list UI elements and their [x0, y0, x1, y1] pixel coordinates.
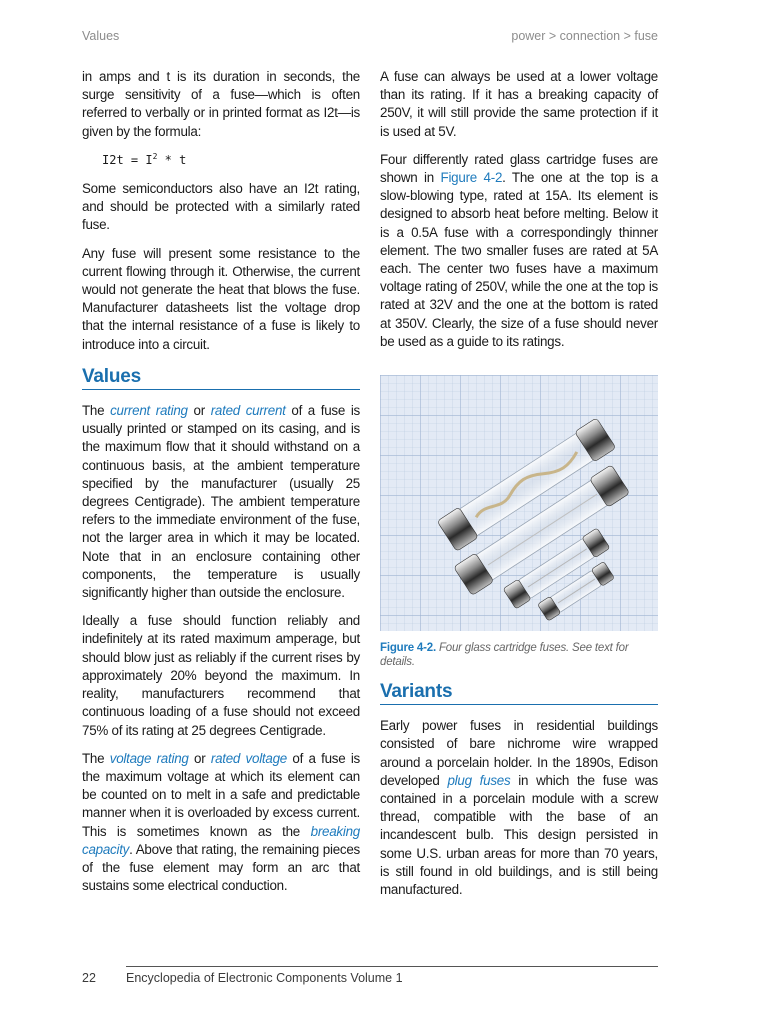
- plug-fuses-link[interactable]: plug fuses: [447, 772, 511, 788]
- footer-rule: [126, 966, 658, 967]
- running-head: [82, 29, 658, 45]
- paragraph-figure-ref: Four differently rated glass cartridge fuses are shown in Figure 4-2. The one at the top is a slow-blowing type, rated at 15A. Its element is designed to absorb heat before melting. Below it is a 0.5A fuse with a correspondingly thinner element. The two smaller fuses are rated at 5A each. The center two fuses have a maximum voltage rating of 250V, while the one at the top is rated at 32V and the one at the bottom is rated at 350V. Clearly, the size of a fuse should never be used as a guide to its ratings.: [380, 151, 658, 349]
- paragraph: in amps and t is its duration in seconds, the surge sensitivity of a fuse—which is often referred to verbally or in printed format as I2t—is given by the formula:: [82, 69, 360, 139]
- figure-4-2-link[interactable]: Figure 4-2: [440, 170, 503, 186]
- paragraph-current-rating: The current rating or rated current of a fuse is usually printed or stamped on its casing, and is the maximum flow that it should withstand on a continuous basis, at the ambient temperature specified by the manufacturer (usually 25 degrees Centigrade). The ambient temperature refers to the immediate environment of the fuse, not the larger area in which it may be located. Note that in an enclosure containing other components, the temperature is usually significantly higher than outside the enclosure.: [82, 403, 360, 601]
- paragraph: Ideally a fuse should function reliably and indefinitely at its rated maximum amperage, but should blow just as reliably if the current rises by approximately 20% beyond the maximum. In reality, manufacturers recommend that continuous loading of a fuse should not exceed 75% of its rating at 25 degrees Centigrade.: [82, 613, 360, 738]
- paragraph: Some semiconductors also have an I2t rating, and should be protected with a similarly rated fuse.: [82, 181, 360, 233]
- values-heading: Values: [82, 368, 360, 390]
- book-title: Encyclopedia of Electronic Components Volume 1: [126, 971, 403, 985]
- variants-heading: Variants: [380, 683, 658, 705]
- rated-current-link[interactable]: rated current: [210, 403, 286, 419]
- glass-fuses-image: [380, 375, 658, 631]
- figure-caption: Figure 4-2. Four glass cartridge fuses. See text for details.: [380, 642, 629, 669]
- paragraph-plug-fuses: Early power fuses in residential buildings consisted of bare nichrome wire wrapped around a porcelain holder. In the 1890s, Edison developed plug fuses in which the fuse was contained in a porcelain module with a screw thread, compatible with the base of an incandescent bulb. This design persisted in some U.S. urban areas for more than 70 years, is still found in old buildings, and is still being manufactured.: [380, 718, 659, 898]
- rated-voltage-link[interactable]: rated voltage: [210, 750, 287, 766]
- section-name: Values: [82, 29, 120, 43]
- breadcrumb: power > connection > fuse: [511, 29, 658, 43]
- fuse-photo: [380, 375, 658, 631]
- left-column: [82, 68, 360, 905]
- paragraph: A fuse can always be used at a lower voltage than its rating. If it has a breaking capacity of 250V, it will still provide the same protection if it is used at 5V.: [380, 69, 658, 139]
- right-column: [380, 68, 658, 909]
- paragraph-voltage-rating: The voltage rating or rated voltage of a fuse is the maximum voltage at which its element can be counted on to melt in a safe and predictable manner when it is overloaded by excess current. This is sometimes known as the breaking capacity. Above that rating, the remaining pieces of the fuse element may form an arc that sustains some electrical conduction.: [82, 750, 361, 894]
- breaking-capacity-link[interactable]: breaking capacity: [82, 823, 360, 857]
- paragraph: Any fuse will present some resistance to the current flowing through it. Otherwise, the current would not generate the heat that blows the fuse. Manufacturer datasheets list the voltage drop that the internal resistance of a fuse is likely to introduce into a circuit.: [82, 245, 360, 352]
- page-number: 22: [82, 971, 96, 985]
- formula: $I2t = I^2 * t$: [102, 151, 187, 167]
- current-rating-link[interactable]: current rating: [110, 403, 188, 419]
- voltage-rating-link[interactable]: voltage rating: [109, 750, 189, 766]
